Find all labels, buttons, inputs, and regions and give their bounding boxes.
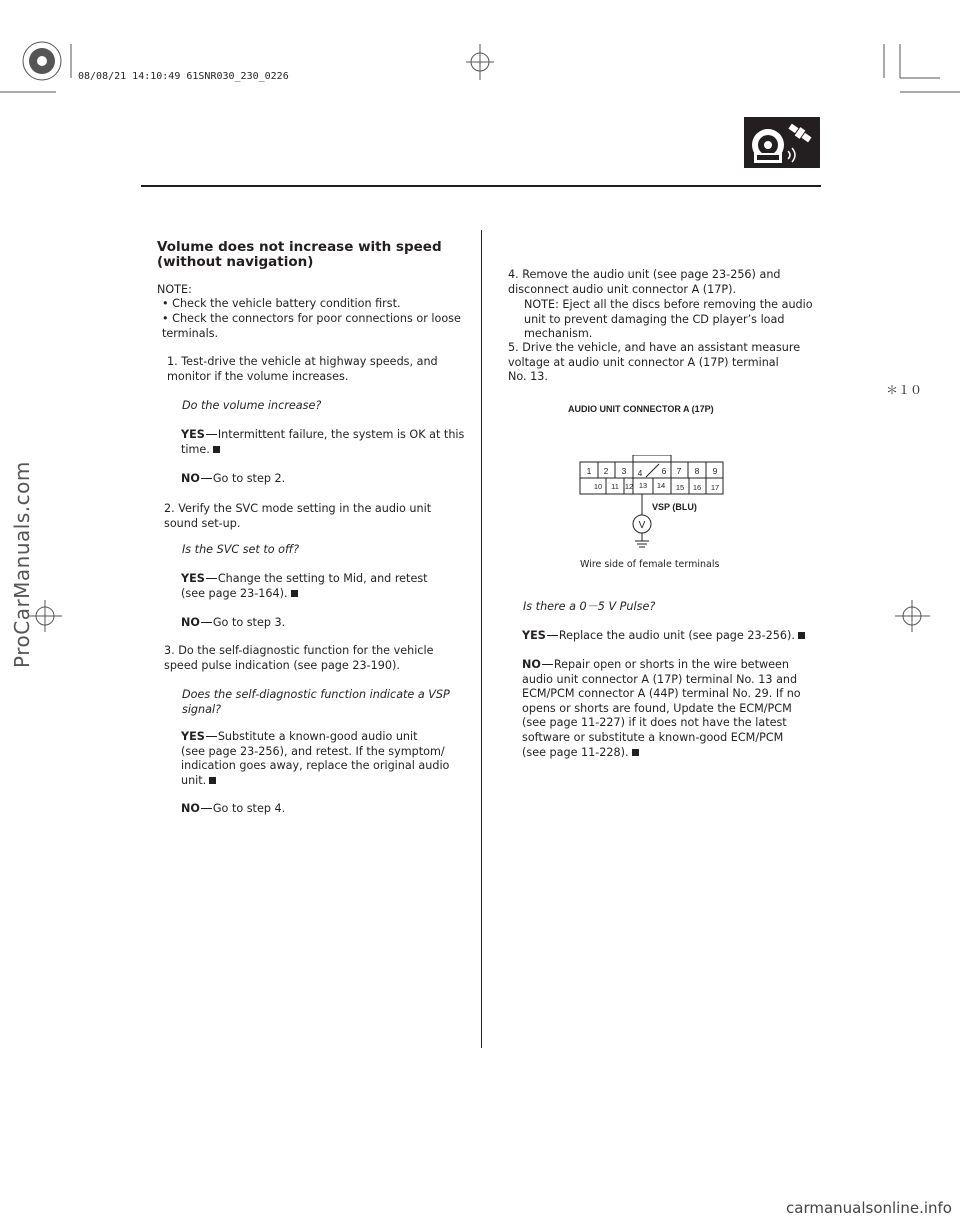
step-5-question: Is there a 0－5 V Pulse? [523,600,656,613]
page-title [157,240,442,270]
step-1-yes: YES Intermittent failure, the system is OK at this time. [181,428,465,456]
pin-10: 10 [593,482,603,491]
pin-8: 8 [694,466,700,476]
pin-7: 7 [676,466,682,476]
pin-17: 17 [710,483,720,492]
audio-navigation-section-icon [744,117,820,168]
step-3-yes: YES Substitute a known-good audio unit (see page 23-256), and retest. If the symptom/ indication goes away, replace the original audio unit. [181,730,450,787]
side-watermark: ProCarManuals.com [10,461,34,668]
step-4: 4. Remove the audio unit (see page 23-256) and disconnect audio unit connector A (17P). [508,268,781,296]
header-rule [141,185,821,187]
pin-9: 9 [712,466,718,476]
step-1: 1. Test-drive the vehicle at highway speeds, and monitor if the volume increases. [167,355,438,383]
page-title-line-2: (without navigation) [157,254,314,270]
end-mark-icon [798,632,805,639]
step-5-yes: YES Replace the audio unit (see page 23-256). [522,629,822,644]
pin-6: 6 [661,466,667,476]
page-title-line-1: Volume does not increase with speed [157,239,442,255]
step-2-question: Is the SVC set to off? [182,543,300,556]
step-2: 2. Verify the SVC mode setting in the audio unit sound set-up. [164,502,432,530]
end-mark-icon [632,749,639,756]
step-5: 5. Drive the vehicle, and have an assistant measure voltage at audio unit connector A (17P) terminal No. 13. [508,341,801,384]
end-mark-icon [213,446,220,453]
note-item-1: • Check the vehicle battery condition first. [162,297,401,310]
connector-caption: Wire side of female terminals [580,559,720,570]
pin-14: 14 [656,481,666,490]
print-stamp: 08/08/21 14:10:49 61SNR030_230_0226 [78,71,289,82]
pin-3: 3 [621,466,627,476]
pin-11: 11 [611,482,619,491]
pin-1: 1 [586,466,592,476]
step-1-question: Do the volume increase? [182,399,322,412]
registration-target-icon [23,42,61,80]
pin-13: 13 [638,481,648,490]
pin-12: 12 [624,482,634,491]
step-3: 3. Do the self-diagnostic function for the vehicle speed pulse indication (see page 23-190). [164,644,434,672]
end-mark-icon [291,590,298,597]
pin-2: 2 [603,466,609,476]
step-3-no: NO Go to step 4. [181,802,286,815]
step-3-question: Does the self-diagnostic function indicate a VSP signal? [182,688,450,716]
end-mark-icon [209,777,216,784]
bottom-watermark: carmanualsonline.info [786,1199,952,1217]
wire-label: VSP (BLU) [652,502,697,512]
note-item-2: • Check the connectors for poor connections or loose terminals. [162,312,461,340]
step-4-note: NOTE: Eject all the discs before removing the audio unit to prevent damaging the CD player’s load mechanism. [524,298,813,341]
step-2-yes: YES Change the setting to Mid, and retest (see page 23-164). [181,572,428,600]
step-2-no: NO Go to step 3. [181,616,286,629]
step-1-no: NO Go to step 2. [181,472,286,485]
section-mark: ＊１０ [886,383,923,397]
pin-4: 4 [637,468,643,478]
note-label: NOTE: [157,283,192,296]
pin-16: 16 [692,483,702,492]
pin-15: 15 [675,483,685,492]
voltmeter-icon: V [638,520,646,531]
connector-title: AUDIO UNIT CONNECTOR A (17P) [568,404,714,414]
step-5-no: NO Repair open or shorts in the wire between audio unit connector A (17P) terminal No. 13 and ECM/PCM connector A (44P) terminal No. 29. If no opens or shorts are found, Update the ECM/PCM (see page 11-227) if it does not have the latest software or substitute a known-good ECM/PCM (see page 11-228). [522,658,801,759]
column-divider [481,230,482,1048]
